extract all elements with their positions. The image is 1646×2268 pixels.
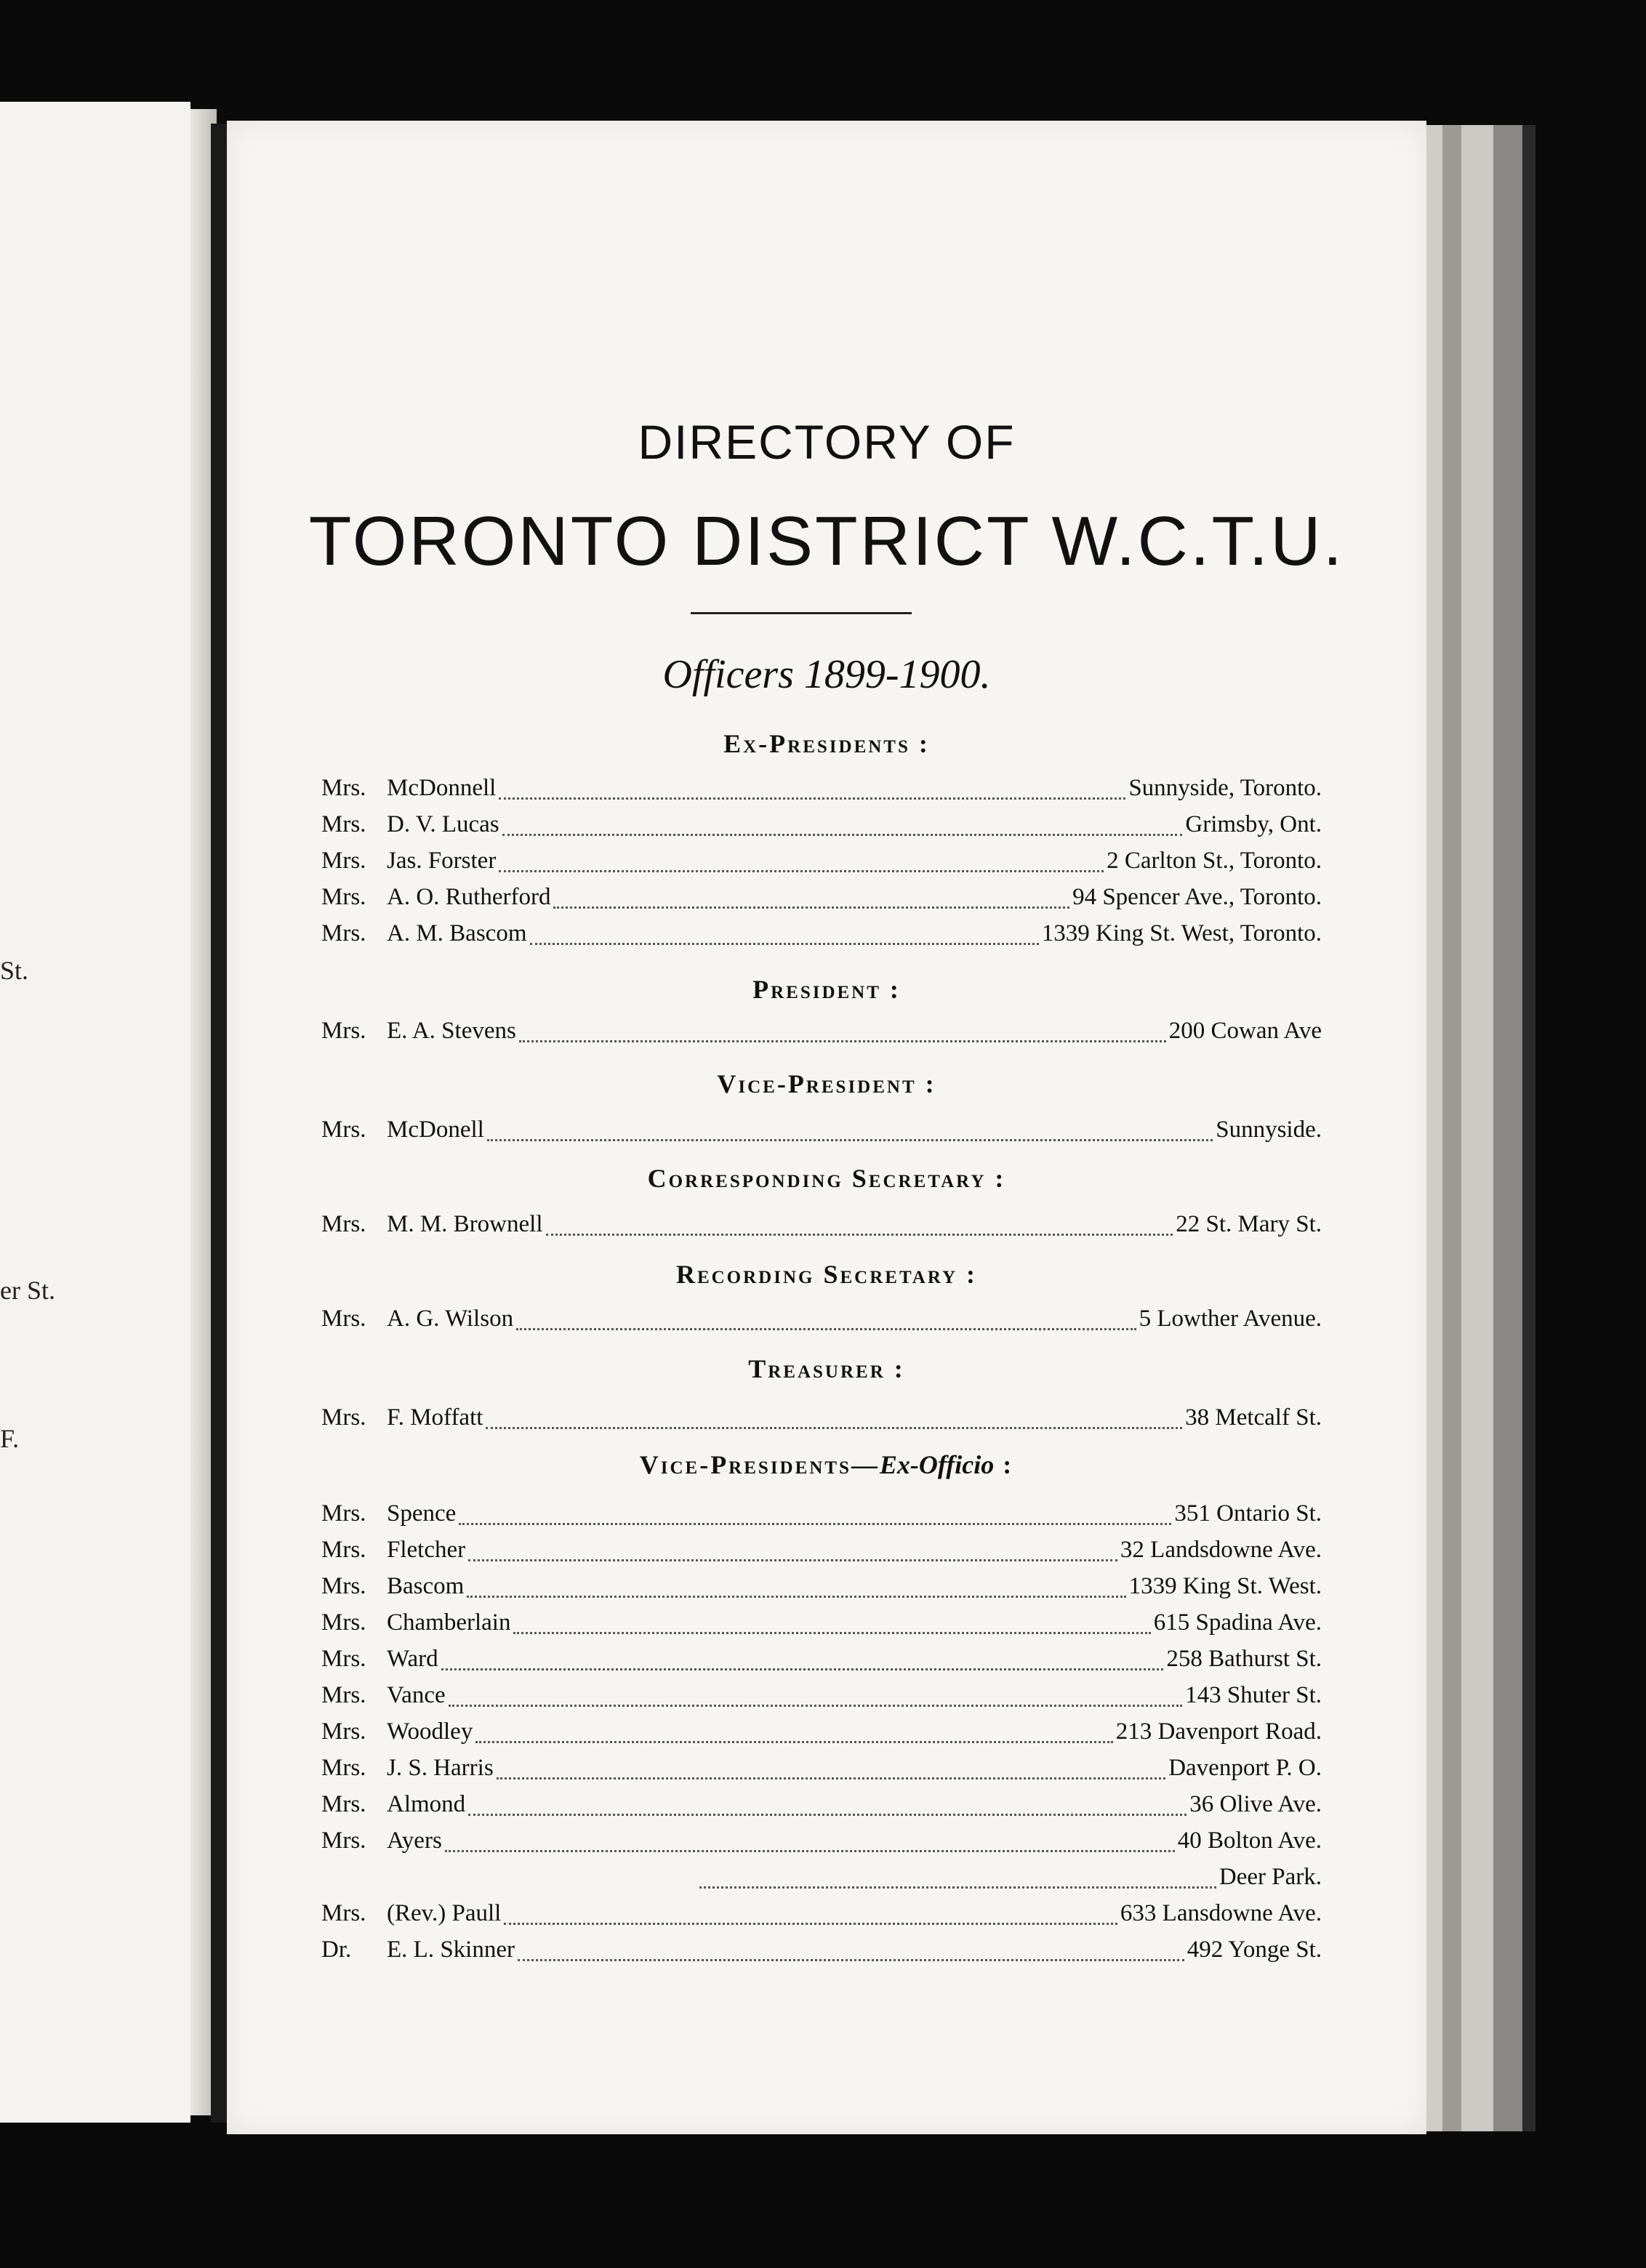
entry-name: Almond <box>387 1791 466 1817</box>
entry-address: 615 Spadina Ave. <box>1153 1609 1322 1636</box>
directory-entry <box>321 811 1322 848</box>
entry-title: Mrs. <box>321 775 366 801</box>
entry-name: Jas. Forster <box>387 848 497 874</box>
entry-address: 5 Lowther Avenue. <box>1139 1306 1322 1332</box>
entry-title: Mrs. <box>321 1646 366 1672</box>
entry-title: Mrs. <box>321 848 366 874</box>
dot-leader <box>699 1886 1216 1889</box>
entry-address: 351 Ontario St. <box>1174 1500 1322 1527</box>
document-subtitle: Officers 1899-1900. <box>662 652 991 697</box>
entry-address: 40 Bolton Ave. <box>1177 1827 1322 1854</box>
entry-address: 36 Olive Ave. <box>1189 1791 1322 1817</box>
entry-address: Sunnyside. <box>1216 1117 1322 1143</box>
dot-leader <box>475 1741 1112 1743</box>
entry-title: Mrs. <box>321 920 366 946</box>
dot-leader <box>504 1923 1117 1925</box>
heading-emphasis: Ex-Officio <box>879 1450 995 1479</box>
section-heading-vice-presidents-ex-officio <box>227 1449 1426 1480</box>
dot-leader <box>499 797 1125 800</box>
entry-name: E. A. Stevens <box>387 1018 516 1044</box>
directory-entry <box>321 1937 1322 1973</box>
entry-address: 213 Davenport Road. <box>1115 1718 1322 1745</box>
directory-entry <box>321 1718 1322 1755</box>
left-page-fragment: St. <box>0 956 29 985</box>
dot-leader <box>459 1523 1171 1525</box>
entry-name: J. S. Harris <box>387 1755 494 1781</box>
directory-entry <box>321 1791 1322 1827</box>
entry-title: Mrs. <box>321 1900 366 1926</box>
entry-name: A. M. Bascom <box>387 920 527 946</box>
left-page-fragment: er St. <box>0 1276 55 1305</box>
entry-address: 22 St. Mary St. <box>1176 1211 1322 1237</box>
entry-name: McDonell <box>387 1117 484 1143</box>
entry-title: Mrs. <box>321 1500 366 1527</box>
entry-name: Ward <box>387 1646 438 1672</box>
dot-leader <box>519 1040 1166 1042</box>
dot-leader <box>467 1596 1125 1598</box>
page-edges <box>1426 125 1442 2131</box>
section-heading-ex-presidents: Ex-Presidents : <box>723 729 930 758</box>
dot-leader <box>553 906 1069 909</box>
entry-title: Mrs. <box>321 1718 366 1745</box>
dot-leader <box>502 834 1183 836</box>
entry-address: 38 Metcalf St. <box>1185 1404 1322 1431</box>
entry-title: Mrs. <box>321 1211 366 1237</box>
page-edges <box>1493 125 1522 2131</box>
directory-entry-continuation <box>321 1864 1322 1900</box>
dot-leader <box>468 1559 1117 1561</box>
entry-name: Chamberlain <box>387 1609 511 1636</box>
section-heading-recording-secretary: Recording Secretary : <box>675 1260 978 1289</box>
directory-entry <box>321 1306 1322 1342</box>
title-divider <box>691 612 912 614</box>
entry-name: A. G. Wilson <box>387 1306 514 1332</box>
entry-title: Mrs. <box>321 811 366 837</box>
directory-entry <box>321 1609 1322 1646</box>
entry-address: 1339 King St. West, Toronto. <box>1041 920 1322 946</box>
directory-entry <box>321 1117 1322 1153</box>
section-heading-president: President : <box>752 975 901 1004</box>
entry-name: Fletcher <box>387 1537 466 1563</box>
heading-text: Vice-Presidents— <box>639 1450 880 1479</box>
directory-entry <box>321 920 1322 957</box>
entry-title: Dr. <box>321 1937 352 1963</box>
entry-title: Mrs. <box>321 1018 366 1044</box>
entry-address: Deer Park. <box>1219 1864 1322 1890</box>
entry-name: Bascom <box>387 1573 465 1599</box>
entry-address: 32 Landsdowne Ave. <box>1120 1537 1322 1563</box>
directory-entry <box>321 1900 1322 1937</box>
entry-name: Vance <box>387 1682 446 1708</box>
directory-entry <box>321 1755 1322 1791</box>
entry-title: Mrs. <box>321 1682 366 1708</box>
page-edges <box>1442 125 1461 2131</box>
dot-leader <box>468 1814 1187 1816</box>
dot-leader <box>513 1632 1150 1634</box>
entry-address: 633 Lansdowne Ave. <box>1120 1900 1322 1926</box>
book-gutter <box>211 124 227 2123</box>
entry-address: 143 Shuter St. <box>1185 1682 1322 1708</box>
entry-name: Woodley <box>387 1718 473 1745</box>
directory-entry <box>321 848 1322 884</box>
entry-address: 2 Carlton St., Toronto. <box>1107 848 1322 874</box>
directory-entry <box>321 775 1322 811</box>
dot-leader <box>497 1777 1166 1780</box>
document-title-line1: DIRECTORY OF <box>638 415 1016 469</box>
dot-leader <box>441 1668 1164 1670</box>
directory-entry <box>321 1018 1322 1054</box>
dot-leader <box>546 1234 1173 1236</box>
entry-title: Mrs. <box>321 1609 366 1636</box>
directory-entry <box>321 1211 1322 1247</box>
page-edges <box>1461 125 1493 2131</box>
entry-name: Ayers <box>387 1827 442 1854</box>
entry-title: Mrs. <box>321 1306 366 1332</box>
entry-address: 200 Cowan Ave <box>1168 1018 1322 1044</box>
entry-title: Mrs. <box>321 884 366 910</box>
directory-entry <box>321 1573 1322 1609</box>
entry-name: McDonnell <box>387 775 497 801</box>
entry-name: A. O. Rutherford <box>387 884 551 910</box>
entry-title: Mrs. <box>321 1117 366 1143</box>
entry-title: Mrs. <box>321 1827 366 1854</box>
directory-entry <box>321 1404 1322 1441</box>
directory-entry <box>321 1827 1322 1864</box>
directory-entry <box>321 1537 1322 1573</box>
directory-entry <box>321 1682 1322 1718</box>
section-heading-vice-president: Vice-President : <box>717 1069 936 1098</box>
entry-title: Mrs. <box>321 1573 366 1599</box>
dot-leader <box>518 1959 1184 1961</box>
entry-name: E. L. Skinner <box>387 1937 515 1963</box>
entry-address: Grimsby, Ont. <box>1185 811 1322 837</box>
entry-address: Davenport P. O. <box>1168 1755 1322 1781</box>
directory-entry <box>321 1646 1322 1682</box>
dot-leader <box>486 1427 1182 1429</box>
dot-leader <box>499 870 1104 872</box>
left-page-edge <box>0 102 190 2123</box>
entry-name: Spence <box>387 1500 457 1527</box>
entry-title: Mrs. <box>321 1755 366 1781</box>
entry-title: Mrs. <box>321 1791 366 1817</box>
dot-leader <box>449 1705 1182 1707</box>
left-page-fragment: F. <box>0 1424 20 1453</box>
entry-address: 258 Bathurst St. <box>1166 1646 1322 1672</box>
entry-name: M. M. Brownell <box>387 1211 543 1237</box>
section-heading-treasurer: Treasurer : <box>748 1354 905 1383</box>
dot-leader <box>516 1328 1136 1330</box>
heading-suffix: : <box>994 1450 1014 1479</box>
entry-name: D. V. Lucas <box>387 811 499 837</box>
directory-entry <box>321 1500 1322 1537</box>
dot-leader <box>487 1139 1213 1141</box>
entry-address: 94 Spencer Ave., Toronto. <box>1072 884 1322 910</box>
entry-address: 492 Yonge St. <box>1187 1937 1322 1963</box>
entry-address: Sunnyside, Toronto. <box>1128 775 1322 801</box>
entry-title: Mrs. <box>321 1404 366 1431</box>
entry-name: F. Moffatt <box>387 1404 483 1431</box>
dot-leader <box>530 943 1039 945</box>
entry-title: Mrs. <box>321 1537 366 1563</box>
document-title-line2: TORONTO DISTRICT W.C.T.U. <box>308 502 1345 580</box>
section-heading-corresponding-secretary: Corresponding Secretary : <box>647 1164 1006 1193</box>
directory-entry <box>321 884 1322 920</box>
dot-leader <box>445 1850 1175 1852</box>
book-cover-edge <box>1522 125 1535 2131</box>
entry-address: 1339 King St. West. <box>1128 1573 1322 1599</box>
entry-name: (Rev.) Paull <box>387 1900 502 1926</box>
